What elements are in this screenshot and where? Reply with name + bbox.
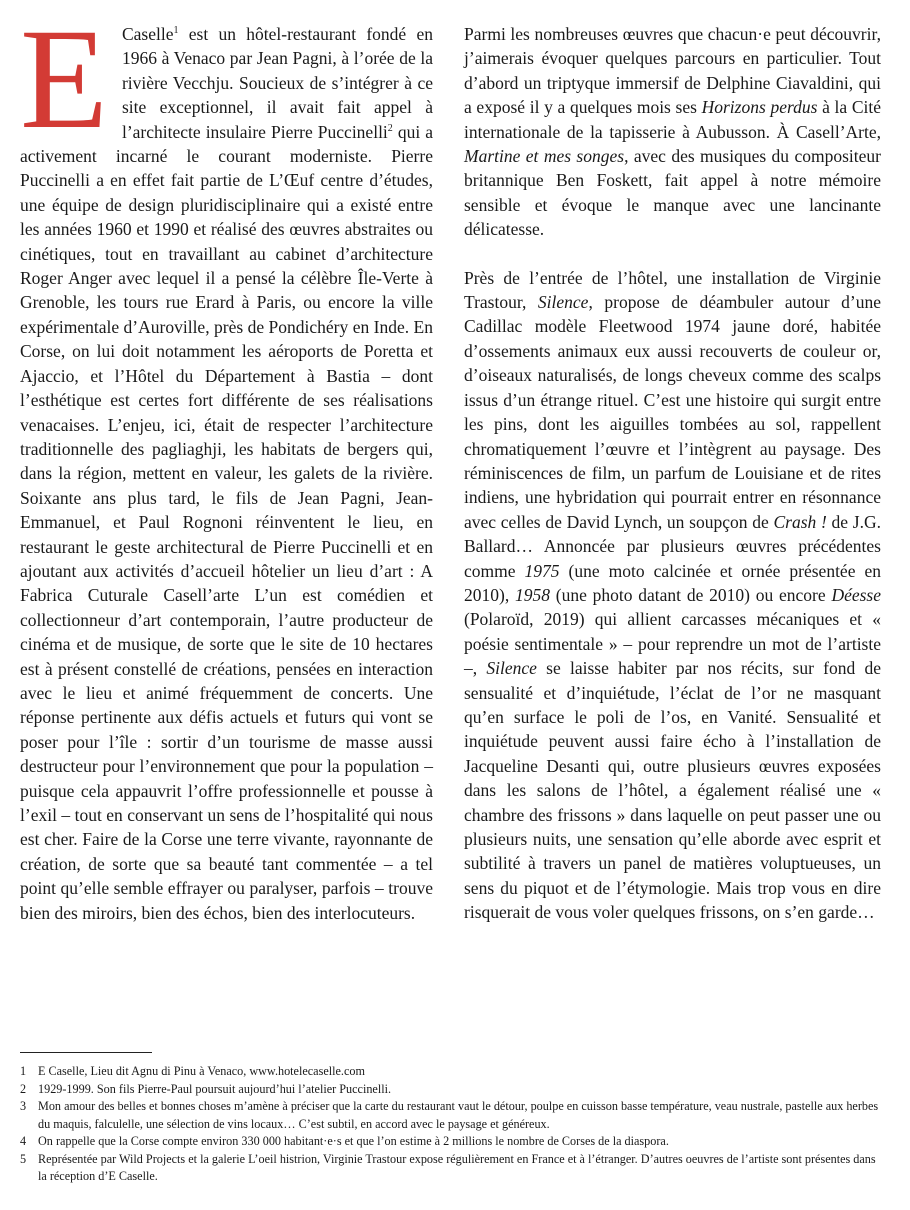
right-column — [464, 22, 881, 925]
footnote-text: 1929-1999. Son fils Pierre-Paul poursuit aujourd’hui l’atelier Puccinelli. — [38, 1081, 392, 1096]
text-run: (Polaroïd, 2019) qui allient carcasses mécaniques et « poésie sentimentale » – pour reprendre un mot de l’artiste –, — [464, 609, 881, 679]
text-run: se laisse habiter par nos récits, sur fond de sensualité et d’inquiétude, l’éclat de l’or ne masquant qu’en surface le poli de l’os, en Vanité. Sensualité et inquiétude peuvent aussi faire écho à l’installation de Jacqueline Desanti qui, outre plusieurs œuvres exposées dans les salons de l’hôtel, a également réalisé une « chambre des frissons » dans laquelle on peut passer une ou plusieurs nuits, une sensation qu’elle aborde avec esprit et subtilité à travers un panel de matières voluptueuses, un sens du piquot et de l’étymologie. Mais trop vous en dire risquerait de vous voler quelques frissons, on s’en garde… — [464, 658, 881, 923]
text-run: (une photo datant de 2010) ou encore — [549, 584, 832, 605]
footnote-ref-2: 2 — [387, 122, 393, 134]
footnote-number: 4 — [20, 1134, 27, 1148]
text-run: Caselle — [121, 24, 174, 44]
footnote-number: 3 — [20, 1099, 27, 1113]
work-title: Déesse — [831, 584, 881, 605]
footnote-divider — [20, 1052, 152, 1053]
intro-paragraph — [20, 0, 433, 925]
paragraph-parcours — [464, 22, 881, 242]
text-run: , avec des musiques du compositeur britannique Ben Foskett, fait appel à notre mémoire sensible et évoque le manque avec une lancinante délicatesse. — [464, 146, 881, 240]
footnote-number: 1 — [20, 1064, 27, 1078]
work-title: Silence — [486, 658, 537, 679]
footnote-2 — [20, 1081, 886, 1099]
text-run: Parmi les nombreuses œuvres que chacun·e peut découvrir, j’aimerais évoquer quelques parcours en particulier. Tout d’abord un triptyque immersif de Delphine Ciavaldini, qui a exposé il y a quelques mois ses — [464, 24, 881, 118]
work-title: Silence — [537, 292, 589, 313]
footnote-1 — [20, 1063, 886, 1081]
left-column — [20, 0, 433, 925]
footnote-number: 5 — [20, 1151, 27, 1166]
work-title: 1975 — [524, 560, 560, 581]
drop-cap: E — [20, 0, 108, 159]
text-run: de J.G. Ballard… Annoncée par plusieurs œuvres précédentes comme — [464, 511, 882, 581]
footnote-text: Représentée par Wild Projects et la galerie L’oeil histrion, Virginie Trastour expose régulièrement en France et à l’étranger. D’autres oeuvres de l’artiste sont présentes dans la réception d’E Caselle. — [38, 1151, 876, 1183]
text-run: , propose de déambuler autour d’une Cadillac modèle Fleetwood 1974 jaune doré, habitée d’ossements animaux eux aussi recouverts de couleur or, d’oiseaux naturalisés, de longs cheveux comme des scalps issus d’un étrange rituel. C’est une histoire qui surgit entre les pins, dont les aiguilles tombées au sol, rappellent chromatiquement l’œuvre et l’intègrent au paysage. Des réminiscences de film, un parfum de Louisiane et de rites indiens, une hybridation qui pourrait entrer en résonnance avec celles de David Lynch, un soupçon de — [464, 292, 881, 532]
work-title: Crash ! — [773, 511, 827, 532]
footnote-4 — [20, 1133, 886, 1151]
footnote-text: Mon amour des belles et bonnes choses m’amène à préciser que la carte du restaurant vaut le détour, poulpe en cuisson basse température, veau nustrale, pastelle aux herbes du maquis, falculelle, une sélection de vins locaux… C’est subtil, en accord avec le paysage et généreux. — [38, 1099, 879, 1131]
paragraph-silence — [464, 266, 881, 925]
work-title: 1958 — [514, 584, 550, 605]
footnote-text: E Caselle, Lieu dit Agnu di Pinu à Venaco, www.hotelecaselle.com — [38, 1064, 365, 1078]
footnote-number: 2 — [20, 1081, 27, 1096]
text-run: est un hôtel-restaurant fondé en 1966 à Venaco par Jean Pagni, à l’orée de la rivière Vecchju. Soucieux de s’intégrer à ce site exceptionnel, il avait fait appel à l’architecte insulaire Pierre Puccinelli — [121, 24, 433, 142]
footnote-ref-1: 1 — [173, 25, 179, 36]
footnote-5 — [20, 1151, 886, 1186]
footnote-3 — [20, 1098, 886, 1133]
text-run: Près de l’entrée de l’hôtel, une installation de Virginie Trastour, — [464, 267, 881, 313]
footnote-text: On rappelle que la Corse compte environ 330 000 habitant·e·s et que l’on estime à 2 millions le nombre de Corses de la diaspora. — [38, 1134, 669, 1148]
footnotes — [20, 1052, 886, 1186]
work-title: Martine et mes songes — [464, 146, 625, 167]
text-run: qui a activement incarné le courant moderniste. Pierre Puccinelli a en effet fait partie de L’Œuf centre d’études, une équipe de design pluridisciplinaire qui a existé entre les années 1960 et 1990 et réalisé des œuvres abstraites ou cinétiques, tout en travaillant au cabinet d’architecture Roger Anger avec lequel il a pensé la célèbre Île-Verte à Grenoble, les tours rue Erard à Paris, ou encore la ville expérimentale d’Auroville, près de Pondichéry en Inde. En Corse, on lui doit notamment les aéroports de Poretta et Ajaccio, et l’Hôtel du Département à Bastia – dont l’esthétique est certes fort différente de ses réalisations venacaises. L’enjeu, ici, était de respecter l’architecture traditionnelle des pagliaghji, les habitats de bergers qui, dans la région, mettent en valeur, les galets de la rivière. Soixante ans plus tard, le fils de Jean Pagni, Jean-Emmanuel, et Paul Rognoni réinventent le lieu, en restaurant le geste architectural de Pierre Puccinelli et en ajoutant aux activités d’accueil hôtelier un lieu d’art : A Fabrica Cuturale Casell’arte L’un est comédien et collectionneur d’art contemporain, l’autre producteur de cinéma et de musique, de sorte que le site de 10 hectares est à présent constellé de créations, pensées en interaction avec le lieu et animé fréquemment de concerts. Une réponse pertinente aux défis actuels et futurs qui vont se poser pour l’île : sortir d’un tourisme de masse aussi destructeur pour l’environnement que pour la population – puisque cela appauvrit l’offre professionnelle et pousse à l’exil – tout en conservant un sens de l’hospitalité qui nous est cher. Faire de la Corse une terre vivante, rayonnante de création, de sorte que sa beauté tant commentée – a tel point qu’elle semble effrayer ou paralyser, parfois – trouve bien des miroirs, bien des échos, bien des interlocuteurs. — [20, 121, 433, 923]
text-run: (une moto calcinée et ornée présentée en 2010), — [464, 560, 881, 605]
work-title: Horizons perdus — [701, 97, 818, 118]
text-run: à la Cité internationale de la tapisserie à Aubusson. À Casell’Arte, — [464, 97, 882, 142]
